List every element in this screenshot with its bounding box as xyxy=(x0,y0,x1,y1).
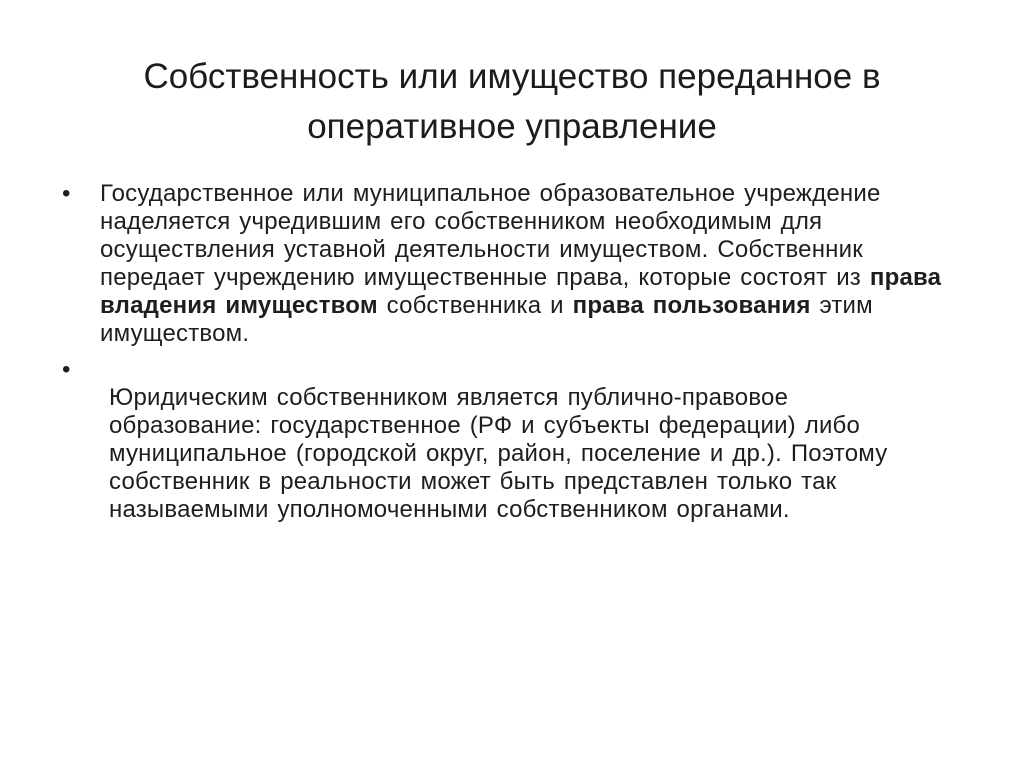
bullet-item-1 xyxy=(62,180,942,348)
bullet-text-2: Юридическим собственником является публично-правовое образование: государственное (РФ и субъекты федерации) либо муниципальное (городской округ, район, поселение и др.). Поэтому собственник в реальности может быть представлен только так называемыми уполномоченными собственником органами. xyxy=(109,384,888,523)
bullet-1-bold-usage-right: права пользования xyxy=(572,292,811,319)
bullet-marker: • xyxy=(62,356,71,383)
bullet-1-bold-ownership-right: права владения имуществом xyxy=(100,264,942,319)
bullet-1-text-part: этим имуществом. xyxy=(100,292,873,347)
bullet-list xyxy=(62,180,942,524)
bullet-text-1 xyxy=(100,180,941,347)
bullet-marker: • xyxy=(62,180,71,207)
bullet-item-2 xyxy=(62,356,942,524)
slide-title: Собственность или имущество переданное в оперативное управление xyxy=(143,57,881,146)
bullet-1-text-part: собственника и xyxy=(377,292,573,319)
bullet-1-text-part: Государственное или муниципальное образовательное учреждение наделяется учредившим его собственником необходимым для осуществления уставной деятельности имуществом. Собственник передает учреждению имущественные права, которые состоят из xyxy=(100,180,881,291)
